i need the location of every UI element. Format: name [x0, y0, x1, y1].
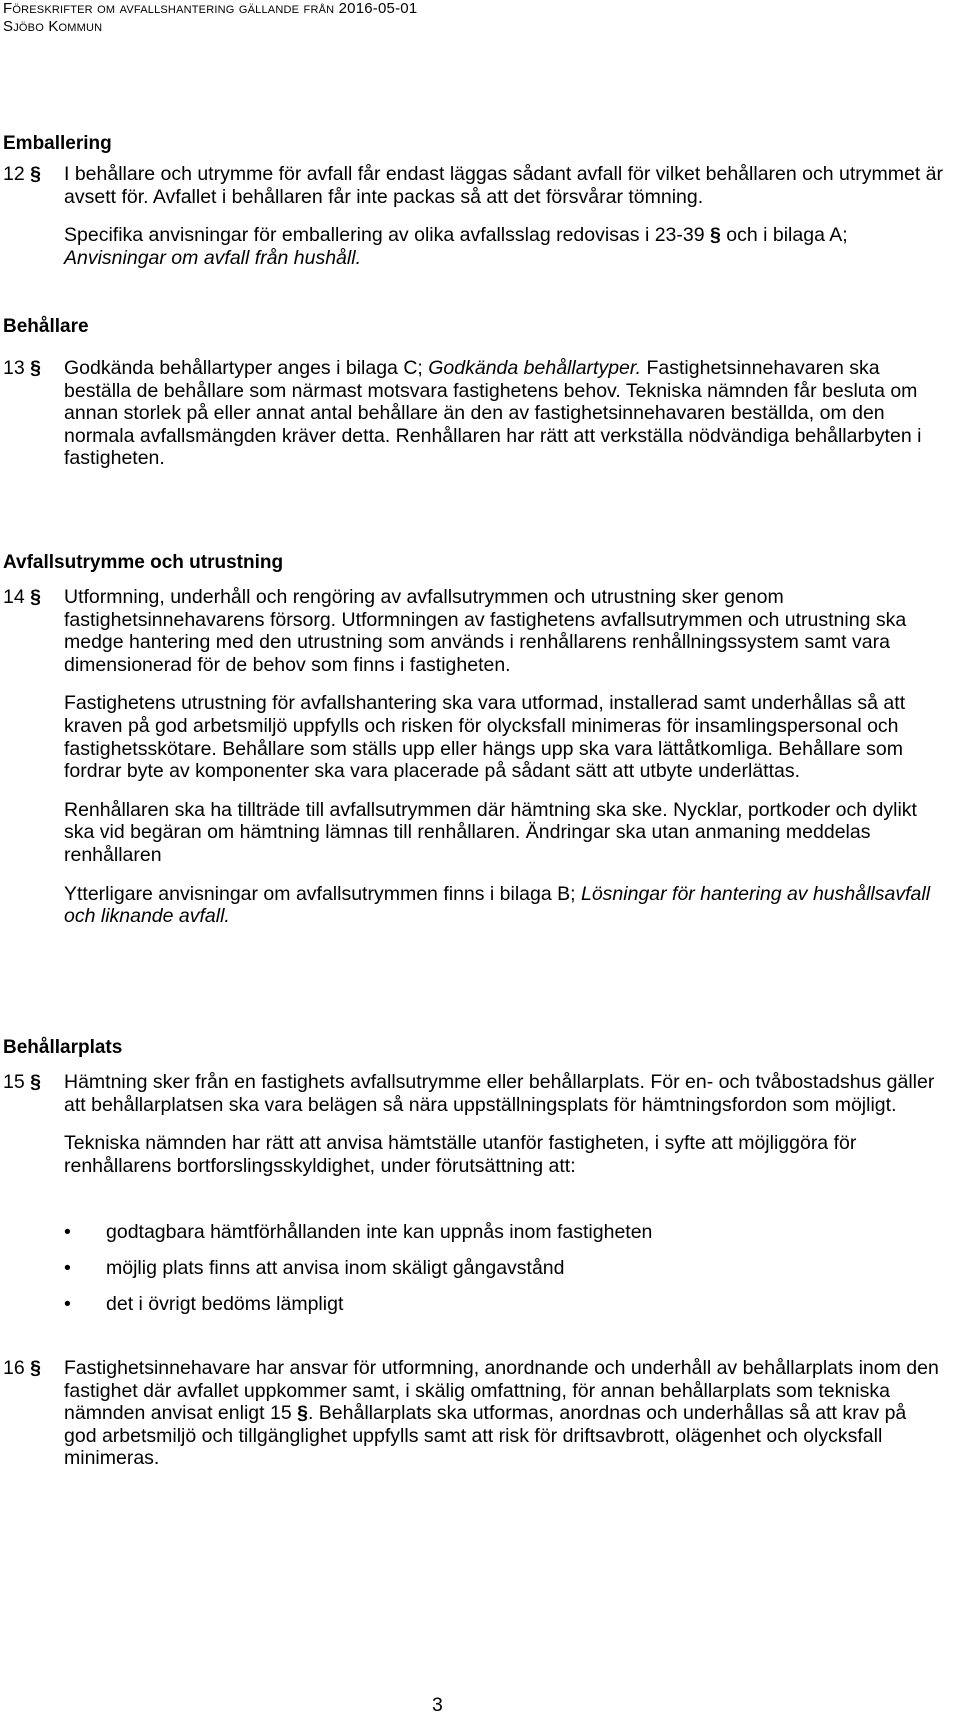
section-heading-avfallsutrymme: Avfallsutrymme och utrustning	[3, 552, 284, 573]
header-municipality: Sjöbo Kommun	[3, 18, 103, 35]
section-symbol-icon: §	[30, 1071, 41, 1093]
bullet-icon: •	[64, 1257, 71, 1279]
paragraph-13-text: Godkända behållartyper anges i bilaga C; Godkända behållartyper. Fastighetsinnehavaren ska beställa de behållare som närmast motsvara fastighetens behov. Tekniska nämnden får besluta om annan storlek på eller annat antal behållare än den av fastighetsinnehavaren beställda, om den normala avfallsmängden kräver detta. Renhållaren har rätt att verkställa nödvändiga behållarbyten i fastigheten.	[64, 357, 922, 470]
paragraph-number-13: 13 §	[3, 357, 41, 379]
section-symbol-icon: §	[30, 357, 41, 379]
bullet-icon: •	[64, 1221, 71, 1243]
paragraph-14-text-4: Ytterligare anvisningar om avfallsutrymmen finns i bilaga B; Lösningar för hantering av hushållsavfall och liknande avfall.	[64, 882, 931, 928]
paragraph-14-text-3: Renhållaren ska ha tillträde till avfallsutrymmen där hämtning ska ske. Nycklar, portkoder och dylikt ska vid begäran om hämtning lämnas till renhållaren. Ändringar ska utan anmaning meddelas renhållaren	[64, 798, 917, 866]
page-number: 3	[432, 1694, 443, 1716]
section-symbol-icon: §	[30, 163, 41, 185]
list-item: • det i övrigt bedöms lämpligt	[64, 1293, 344, 1315]
section-symbol-icon: §	[297, 1402, 308, 1425]
paragraph-number-12: 12 §	[3, 163, 41, 185]
section-heading-emballering: Emballering	[3, 133, 112, 154]
list-item: • godtagbara hämtförhållanden inte kan uppnås inom fastigheten	[64, 1221, 653, 1243]
paragraph-16-text: Fastighetsinnehavare har ansvar för utformning, anordnande och underhåll av behållarplats inom den fastighet där avfallet uppkommer samt, i skälig omfattning, för annan behållarplats som tekniska nämnden anvisat enligt 15 §. Behållarplats ska utformas, anordnas och underhållas så att krav på god arbetsmiljö och tillgänglighet uppfylls samt att risk för driftsavbrott, olägenhet och olycksfall minimeras.	[64, 1357, 939, 1470]
section-heading-behallarplats: Behållarplats	[3, 1037, 123, 1058]
paragraph-14-text-1: Utformning, underhåll och rengöring av avfallsutrymmen och utrustning sker genom fastighetsinnehavarens försorg. Utformningen av fastighetens avfallsutrymmen och utrustning ska medge hantering med den utrustning som används i renhållarens renhållningssystem samt vara dimensionerad för de behov som finns i fastigheten.	[64, 586, 907, 676]
list-item: • möjlig plats finns att anvisa inom skäligt gångavstånd	[64, 1257, 565, 1279]
paragraph-12	[64, 163, 944, 269]
section-symbol-icon: §	[710, 224, 721, 247]
header-title: Föreskrifter om avfallshantering gällande från 2016-05-01	[3, 0, 418, 17]
section-symbol-icon: §	[30, 1357, 41, 1379]
bullet-icon: •	[64, 1293, 71, 1315]
paragraph-14	[64, 586, 944, 928]
paragraph-15	[64, 1071, 944, 1177]
section-symbol-icon: §	[30, 586, 41, 608]
running-header	[3, 0, 417, 36]
paragraph-number-15: 15 §	[3, 1071, 41, 1093]
paragraph-16	[64, 1357, 944, 1470]
paragraph-12-text: I behållare och utrymme för avfall får endast läggas sådant avfall för vilket behållaren och utrymmet är avsett för. Avfallet i behållaren får inte packas så att det försvårar tömning.	[64, 163, 944, 208]
paragraph-15-text-2: Tekniska nämnden har rätt att anvisa hämtställe utanför fastigheten, i syfte att möjliggöra för renhållarens bortforslingsskyldighet, under förutsättning att:	[64, 1132, 857, 1177]
paragraph-14-text-2: Fastighetens utrustning för avfallshantering ska vara utformad, installerad samt underhållas så att kraven på god arbetsmiljö uppfylls och risken för olycksfall minimeras för insamlingspersonal och fastighetsskötare. Behållare som ställs upp eller hängs upp ska vara lättåtkomliga. Behållare som fordrar byte av komponenter ska vara placerade på sådant sätt att utbyte underlättas.	[64, 692, 906, 783]
paragraph-12-text-2: Specifika anvisningar för emballering av olika avfallsslag redovisas i 23-39 § och i bilaga A; Anvisningar om avfall från hushåll.	[64, 224, 848, 269]
section-heading-behallare: Behållare	[3, 316, 89, 337]
paragraph-number-14: 14 §	[3, 586, 41, 608]
paragraph-number-16: 16 §	[3, 1357, 41, 1379]
paragraph-15-text-1: Hämtning sker från en fastighets avfallsutrymme eller behållarplats. För en- och tvåbostadshus gäller att behållarplatsen ska vara belägen så nära uppställningsplats för hämtningsfordon som möjligt.	[64, 1071, 935, 1116]
paragraph-13	[64, 357, 944, 470]
